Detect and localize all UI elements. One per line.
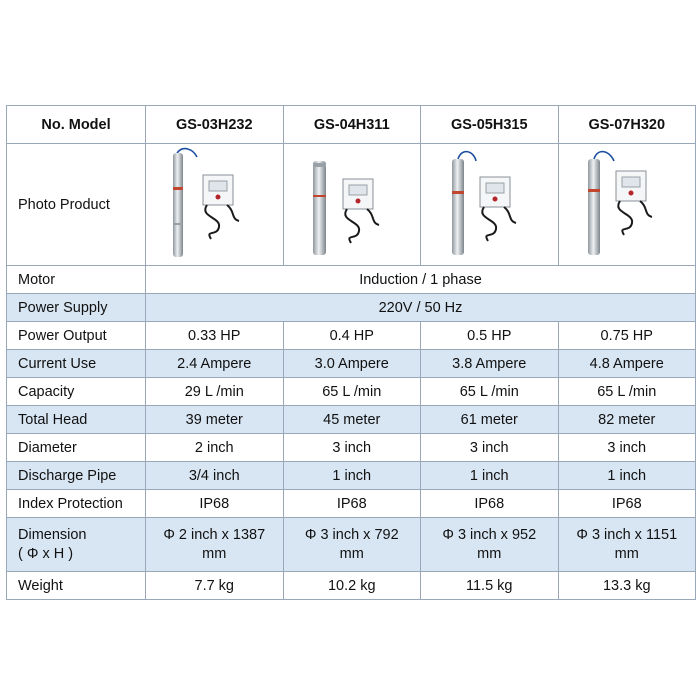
table-cell: 45 meter xyxy=(283,406,421,434)
table-cell: IP68 xyxy=(283,490,421,518)
table-cell: 3 inch xyxy=(421,434,559,462)
row-label: Total Head xyxy=(7,406,146,434)
row-label xyxy=(7,518,146,572)
table-cell: 1 inch xyxy=(283,462,421,490)
table-cell: 65 L /min xyxy=(558,378,696,406)
table-cell: 10.2 kg xyxy=(283,572,421,600)
table-cell: 1 inch xyxy=(558,462,696,490)
table-cell: 3/4 inch xyxy=(146,462,284,490)
row-label: Capacity xyxy=(7,378,146,406)
row-label: Diameter xyxy=(7,434,146,462)
table-cell: 11.5 kg xyxy=(421,572,559,600)
table-row xyxy=(7,406,696,434)
dimension-row xyxy=(7,518,696,572)
table-cell: 29 L /min xyxy=(146,378,284,406)
table-cell: 4.8 Ampere xyxy=(558,350,696,378)
dimension-unit: mm xyxy=(614,545,639,562)
table-cell: 2.4 Ampere xyxy=(146,350,284,378)
model-name: GS-05H315 xyxy=(421,106,559,144)
table-cell xyxy=(283,518,421,572)
table-cell: 3 inch xyxy=(558,434,696,462)
table-row xyxy=(7,322,696,350)
power-supply-value: 220V / 50 Hz xyxy=(146,294,696,322)
dimension-value: Φ 2 inch x 1387 xyxy=(163,526,266,543)
dimension-label: Dimension xyxy=(18,526,87,543)
weight-row xyxy=(7,572,696,600)
row-label: Power Output xyxy=(7,322,146,350)
table-cell: 0.33 HP xyxy=(146,322,284,350)
table-cell: 13.3 kg xyxy=(558,572,696,600)
table-cell: 0.75 HP xyxy=(558,322,696,350)
table-cell: IP68 xyxy=(421,490,559,518)
header-row xyxy=(7,106,696,144)
dimension-value: Φ 3 inch x 792 xyxy=(304,526,399,543)
table-cell: IP68 xyxy=(558,490,696,518)
submersible-pump-photo xyxy=(572,147,682,259)
table-cell: 7.7 kg xyxy=(146,572,284,600)
model-name: GS-04H311 xyxy=(283,106,421,144)
table-cell: 0.4 HP xyxy=(283,322,421,350)
motor-value: Induction / 1 phase xyxy=(146,266,696,294)
product-photo-cell xyxy=(283,144,421,266)
dimension-unit: mm xyxy=(339,545,364,562)
model-name: GS-07H320 xyxy=(558,106,696,144)
table-cell: 3.8 Ampere xyxy=(421,350,559,378)
table-cell: 82 meter xyxy=(558,406,696,434)
table-cell: 65 L /min xyxy=(283,378,421,406)
product-photo-cell xyxy=(421,144,559,266)
table-cell: IP68 xyxy=(146,490,284,518)
table-cell: 3 inch xyxy=(283,434,421,462)
submersible-pump-photo xyxy=(159,147,269,259)
table-row xyxy=(7,462,696,490)
row-label: Weight xyxy=(7,572,146,600)
row-label: Power Supply xyxy=(7,294,146,322)
header-label: No. Model xyxy=(7,106,146,144)
dimension-value: Φ 3 inch x 1151 xyxy=(576,526,678,543)
spec-table xyxy=(6,105,696,600)
table-row xyxy=(7,434,696,462)
dimension-unit: mm xyxy=(477,545,502,562)
photo-row xyxy=(7,144,696,266)
dimension-value: Φ 3 inch x 952 xyxy=(442,526,537,543)
table-cell: 39 meter xyxy=(146,406,284,434)
motor-row xyxy=(7,266,696,294)
power-supply-row xyxy=(7,294,696,322)
row-label: Motor xyxy=(7,266,146,294)
product-photo-cell xyxy=(146,144,284,266)
submersible-pump-photo xyxy=(434,147,544,259)
table-cell: 1 inch xyxy=(421,462,559,490)
product-photo-cell xyxy=(558,144,696,266)
table-cell: 2 inch xyxy=(146,434,284,462)
row-label: Discharge Pipe xyxy=(7,462,146,490)
row-label: Current Use xyxy=(7,350,146,378)
submersible-pump-photo xyxy=(297,147,407,259)
table-cell xyxy=(558,518,696,572)
model-name: GS-03H232 xyxy=(146,106,284,144)
row-label: Index Protection xyxy=(7,490,146,518)
table-cell: 61 meter xyxy=(421,406,559,434)
table-cell xyxy=(146,518,284,572)
table-row xyxy=(7,378,696,406)
dimension-label-sub: ( Φ x H ) xyxy=(18,545,74,562)
photo-row-label: Photo Product xyxy=(7,144,146,266)
table-row xyxy=(7,350,696,378)
table-cell: 3.0 Ampere xyxy=(283,350,421,378)
table-row xyxy=(7,490,696,518)
dimension-unit: mm xyxy=(202,545,227,562)
table-cell: 65 L /min xyxy=(421,378,559,406)
table-cell: 0.5 HP xyxy=(421,322,559,350)
table-cell xyxy=(421,518,559,572)
